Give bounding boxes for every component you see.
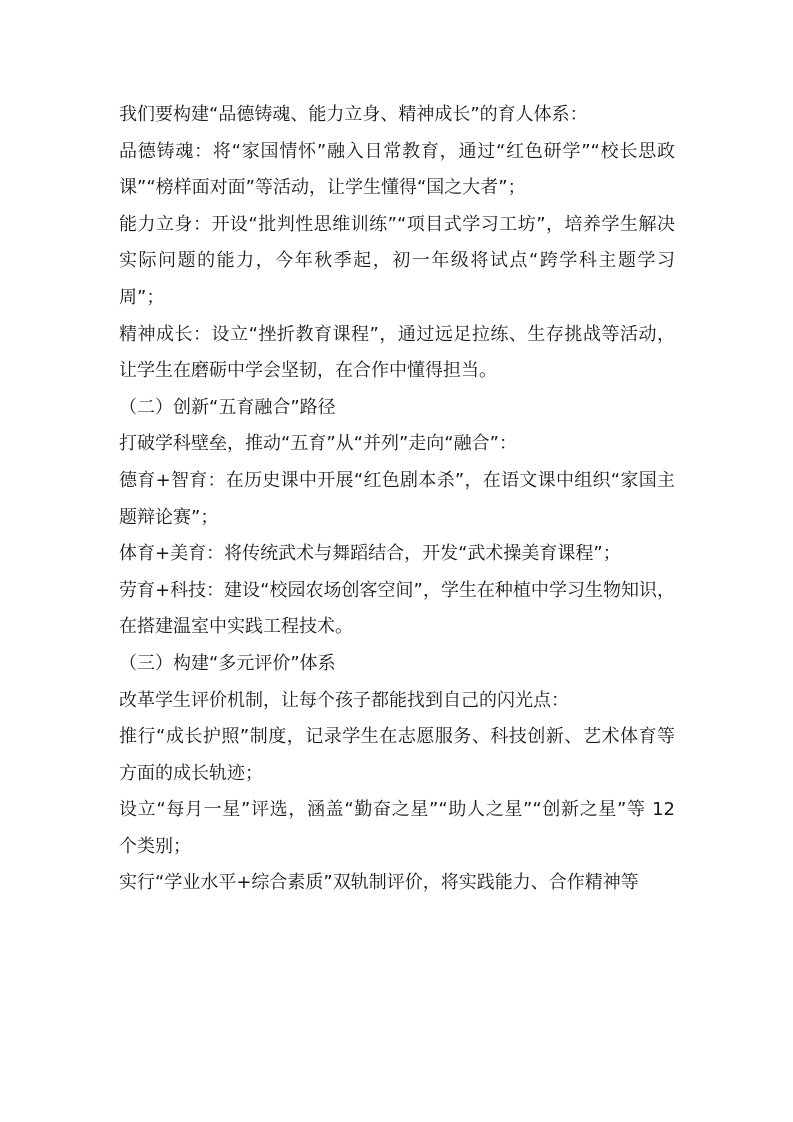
- paragraph-spirit: 精神成长：设立“挫折教育课程”，通过远足拉练、生存挑战等活动，让学生在磨砺中学会坚韧，在合作中懂得担当。: [119, 323, 675, 382]
- paragraph-labor-tech: 劳育+科技：建设“校园农场创客空间”，学生在种植中学习生物知识，在搭建温室中实践工程技术。: [119, 579, 675, 638]
- paragraph-ability: 能力立身：开设“批判性思维训练”“项目式学习工坊”，培养学生解决实际问题的能力，今年秋季起，初一年级将试点“跨学科主题学习周”；: [119, 213, 675, 308]
- document-body: [119, 97, 675, 902]
- paragraph-moral-intellect: 德育+智育：在历史课中开展“红色剧本杀”，在语文课中组织“家国主题辩论赛”；: [119, 469, 675, 528]
- section-heading-3: （三）构建“多元评价”体系: [119, 652, 336, 674]
- paragraph-evaluation-reform: 改革学生评价机制，让每个孩子都能找到自己的闪光点：: [119, 689, 569, 711]
- paragraph-pe-arts: 体育+美育：将传统武术与舞蹈结合，开发“武术操美育课程”；: [119, 543, 621, 565]
- paragraph-growth-passport: 推行“成长护照”制度，记录学生在志愿服务、科技创新、艺术体育等方面的成长轨迹；: [119, 726, 675, 784]
- paragraph-intro: 我们要构建“品德铸魂、能力立身、精神成长”的育人体系：: [119, 104, 588, 125]
- paragraph-dual-track: 实行“学业水平+综合素质”双轨制评价，将实践能力、合作精神等: [119, 872, 639, 894]
- section-heading-2: （二）创新“五育融合”路径: [119, 396, 336, 418]
- paragraph-break-barriers: 打破学科壁垒，推动“五育”从“并列”走向“融合”：: [119, 433, 517, 455]
- paragraph-moral: 品德铸魂：将“家国情怀”融入日常教育，通过“红色研学”“校长思政课”“榜样面对面”等活动，让学生懂得“国之大者”；: [119, 140, 675, 199]
- paragraph-monthly-star: 设立“每月一星”评选，涵盖“勤奋之星”“助人之星”“创新之星”等 12 个类别；: [119, 799, 675, 857]
